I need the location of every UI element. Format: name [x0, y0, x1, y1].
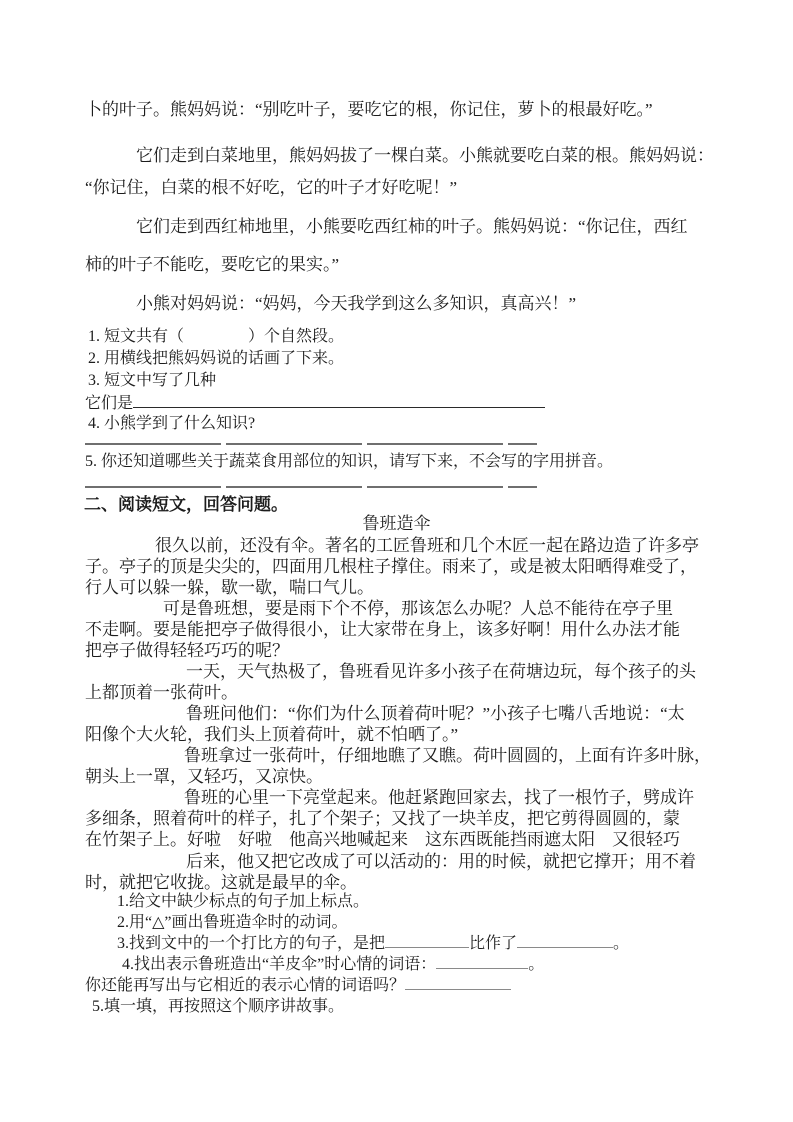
question-text: 3.找到文中的一个打比方的句子，是把	[117, 935, 386, 952]
question-text: 。	[613, 935, 630, 952]
story-line: 可是鲁班想，要是雨下个不停，那该怎么办呢？人总不能待在亭子里	[163, 599, 673, 618]
question-line	[122, 955, 544, 975]
question-line: 4. 小熊学到了什么知识?	[88, 415, 256, 432]
story-line: 柿的叶子不能吃，要吃它的果实。”	[85, 255, 340, 274]
question-text: 你还能再写出与它相近的表示心情的词语吗？	[85, 977, 406, 994]
story-line: “你记住，白菜的根不好吃，它的叶子才好吃呢！”	[85, 178, 458, 197]
question-line: 3. 短文中写了几种	[88, 372, 217, 389]
question-line: 1. 短文共有（ ）个自然段。	[88, 328, 345, 345]
question-line	[85, 392, 545, 414]
question-label: 它们是	[85, 395, 134, 412]
story-line: 不走啊。要是能把亭子做得很小，让大家带在身上，该多好啊！用什么办法才能	[85, 620, 680, 639]
answer-blank	[405, 976, 511, 990]
story-line: 很久以前，还没有伞。著名的工匠鲁班和几个木匠一起在路边造了许多亭	[155, 536, 699, 555]
answer-blank	[133, 392, 545, 408]
story-line: 一天，天气热极了，鲁班看见许多小孩子在荷塘边玩，每个孩子的头	[186, 662, 696, 681]
story-line: 朝头上一罩，又轻巧，又凉快。	[85, 767, 323, 786]
story-line: 上都顶着一张荷叶。	[85, 683, 238, 702]
story-line: 它们走到西红柿地里，小熊要吃西红柿的叶子。熊妈妈说：“你记住，西红	[136, 217, 688, 236]
question-text: 。	[528, 956, 545, 973]
story-line: 子。亭子的顶是尖尖的，四面用几根柱子撑住。雨来了，或是被太阳晒得难受了，	[85, 557, 697, 576]
story-line: 后来，他又把它改成了可以活动的：用的时候，就把它撑开；用不着	[186, 852, 696, 871]
story-line: 鲁班拿过一张荷叶，仔细地瞧了又瞧。荷叶圆圆的，上面有许多叶脉，	[184, 746, 711, 765]
passage-title: 鲁班造伞	[362, 514, 431, 533]
question-line: 2.用“△”画出鲁班造伞时的动词。	[117, 914, 348, 931]
story-line: 多细条，照着荷叶的样子，扎了个架子；又找了一块羊皮，把它剪得圆圆的，蒙	[85, 809, 680, 828]
question-line: 5.填一填，再按照这个顺序讲故事。	[92, 998, 345, 1015]
question-line	[85, 976, 511, 996]
story-line: 小熊对妈妈说：“妈妈，今天我学到这么多知识，真高兴！”	[136, 294, 577, 313]
story-line: 卜的叶子。熊妈妈说：“别吃叶子，要吃它的根，你记住，萝卜的根最好吃。”	[85, 100, 653, 119]
question-text: 4.找出表示鲁班造出“羊皮伞”时心情的词语：	[122, 956, 437, 973]
story-line: 阳像个大火轮，我们头上顶着荷叶，就不怕晒了。”	[85, 725, 459, 744]
story-line: 鲁班问他们：“你们为什么顶着荷叶呢？”小孩子七嘴八舌地说：“太	[186, 704, 685, 723]
answer-blank	[436, 955, 528, 969]
answer-blank	[517, 934, 613, 948]
question-text: 比作了	[469, 935, 518, 952]
story-line: 行人可以躲一躲，歇一歇，喘口气儿。	[85, 578, 374, 597]
question-line: 2. 用横线把熊妈妈说的话画了下来。	[88, 350, 345, 367]
story-line: 把亭子做得轻轻巧巧的呢？	[85, 641, 289, 660]
story-line: 在竹架子上。好啦 好啦 他高兴地喊起来 这东西既能挡雨遮太阳 又很轻巧	[85, 830, 680, 849]
answer-blank-line	[85, 443, 537, 445]
question-line: 5. 你还知道哪些关于蔬菜食用部位的知识，请写下来，不会写的字用拼音。	[85, 453, 614, 470]
story-line: 时，就把它收拢。这就是最早的伞。	[85, 873, 357, 892]
question-line: 1.给文中缺少标点的句子加上标点。	[117, 893, 370, 910]
answer-blank-line	[85, 486, 537, 488]
story-line: 鲁班的心里一下亮堂起来。他赶紧跑回家去，找了一根竹子，劈成许	[184, 788, 694, 807]
section-heading: 二、阅读短文，回答问题。	[84, 495, 288, 514]
answer-blank	[385, 934, 469, 948]
question-line	[117, 934, 629, 954]
story-line: 它们走到白菜地里，熊妈妈拔了一棵白菜。小熊就要吃白菜的根。熊妈妈说：	[136, 146, 714, 165]
